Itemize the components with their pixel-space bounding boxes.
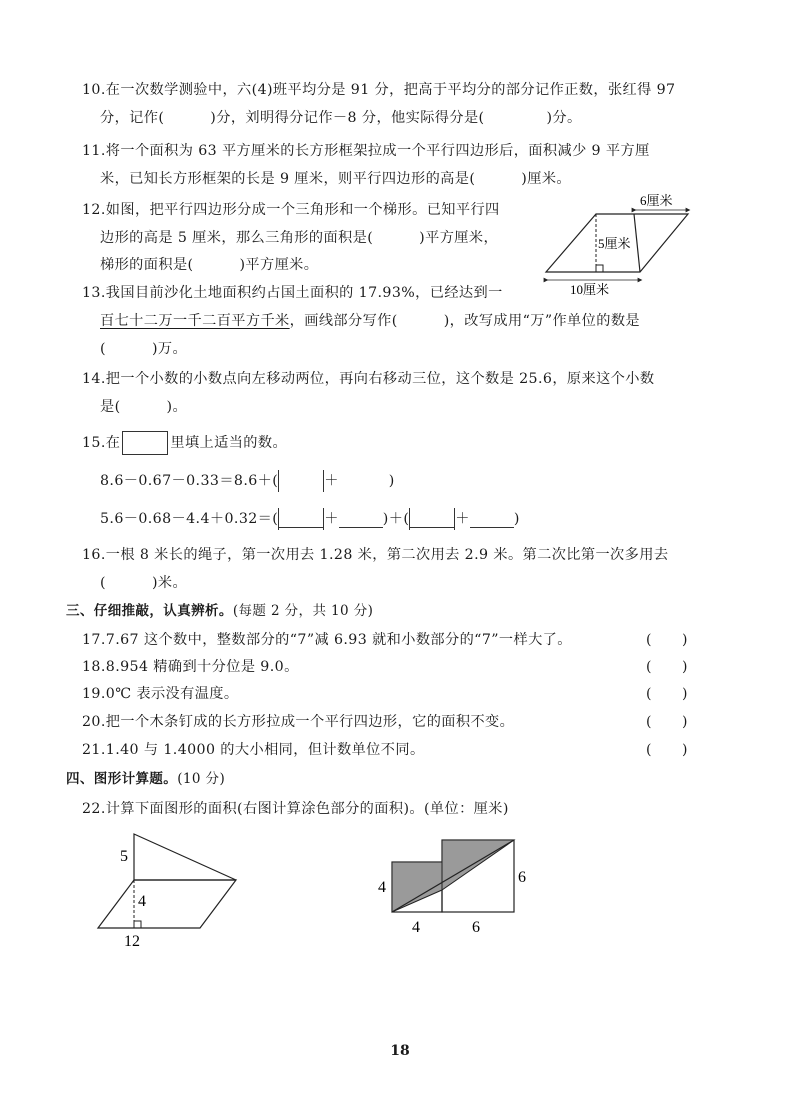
eq2-left: 5.6－0.68－4.4＋0.32＝( [100,511,279,527]
paren-open: ( [646,714,652,730]
q16-text-b: )米。 [151,575,188,591]
eq2-end: ) [513,511,520,527]
q12-line3 [100,255,318,275]
q14-text-a: 是( [100,399,121,415]
q12-text-b: )平方厘米， [419,230,499,246]
q10-text-c: )分。 [546,110,582,126]
answer-blank[interactable] [339,511,383,528]
q12-line2 [100,228,498,248]
label-4-left: 4 [378,879,386,896]
section-4-heading [66,769,225,789]
q14-line1: 14.把一个小数的小数点向左移动两位，再向右移动三位，这个数是 25.6，原来这个小数 [82,371,655,387]
page-number: 18 [390,1043,410,1059]
q22-text: 22.计算下面图形的面积(右图计算涂色部分的面积)。(单位：厘米) [82,801,509,817]
q13-text-b: )，改写成用“万”作单位的数是 [443,313,640,329]
label-6-right: 6 [518,869,526,886]
divider-line [634,214,640,272]
q11-line1: 11.将一个面积为 63 平方厘米的长方形框架拉成一个平行四边形后，面积减少 9 平方厘 [82,143,650,159]
q11-line2 [100,169,571,189]
eq1-plus: ＋ [324,473,339,489]
section-4-title: 四、图形计算题。 [66,771,178,787]
paren-close: ) [682,714,688,730]
q13-line3 [100,339,187,359]
q10-text-b: )分，刘明得分记作－8 分，他实际得分是( [210,110,485,126]
paren-open: ( [646,632,652,648]
q16-text-a: ( [100,575,106,591]
base-length-label: 10厘米 [570,282,610,297]
eq2-plus-2: ＋ [455,511,470,527]
paren-open: ( [646,742,652,758]
judge-box-18[interactable] [646,657,718,677]
label-12: 12 [124,933,140,950]
q15-equation-1 [100,470,395,492]
paren-close: ) [682,632,688,648]
section-4-note: (10 分) [177,771,226,787]
paren-open: ( [646,686,652,702]
q12-text-d: )平方厘米。 [239,257,319,273]
judge-item-21: 21.1.40 与 1.4000 的大小相同，但计数单位不同。 [82,742,425,758]
paren-close: ) [682,742,688,758]
label-6-bottom: 6 [472,919,480,936]
answer-blank[interactable] [410,511,454,528]
q13-text-c: ( [100,341,106,357]
sample-box [122,431,168,455]
section-3-note: (每题 2 分，共 10 分) [232,603,374,619]
answer-blank[interactable] [279,473,323,489]
q13-underlined-number: 百七十二万一千二百平方千米 [100,313,290,329]
shaded-region-right [442,840,514,890]
triangle-shape [134,834,236,880]
right-angle-mark [596,265,603,272]
shaded-squares-figure [376,834,536,944]
section-3-title: 三、仔细推敲，认真辨析。 [66,603,233,619]
judge-item-20: 20.把一个木条钉成的长方形拉成一个平行四边形，它的面积不变。 [82,714,515,730]
paren-close: ) [682,686,688,702]
q11-text-b: )厘米。 [521,171,571,187]
q14-line2 [100,397,187,417]
answer-blank[interactable] [470,511,514,528]
q15-prefix: 15.在 [82,435,121,451]
label-4-bottom: 4 [412,919,420,936]
triangle-parallelogram-figure [92,828,252,953]
eq2-mid: )＋( [382,511,410,527]
paren-open: ( [646,659,652,675]
q10-line1: 10.在一次数学测验中，六(4)班平均分是 91 分，把高于平均分的部分记作正数，张红得 97 [82,82,676,98]
answer-blank[interactable] [279,511,323,528]
q15-instruction [82,431,287,455]
q13-line2 [100,311,640,331]
q13-line1: 13.我国目前沙化土地面积约占国土面积的 17.93%，已经达到一 [82,285,503,301]
judge-box-20[interactable] [646,712,718,732]
q16-line1: 16.一根 8 米长的绳子，第一次用去 1.28 米，第二次用去 2.9 米。第二次比第一次多用去 [82,547,669,563]
height-label: 5厘米 [598,236,631,251]
eq1-end: ) [388,473,395,489]
judge-box-17[interactable] [646,630,718,650]
label-4: 4 [138,893,146,910]
q13-text-d: )万。 [151,341,188,357]
q12-line1: 12.如图，把平行四边形分成一个三角形和一个梯形。已知平行四 [82,202,500,218]
judge-box-19[interactable] [646,684,718,704]
q12-text-c: 梯形的面积是( [100,257,194,273]
q15-suffix: 里填上适当的数。 [170,435,288,451]
top-length-label: 6厘米 [640,193,673,208]
judge-item-18: 18.8.954 精确到十分位是 9.0。 [82,659,299,675]
eq2-plus-1: ＋ [324,511,339,527]
q12-text-a: 边形的高是 5 厘米，那么三角形的面积是( [100,230,374,246]
section-3-heading [66,601,373,621]
q14-text-b: )。 [166,399,188,415]
eq1-left: 8.6－0.67－0.33＝8.6＋( [100,473,279,489]
q10-text-a: 分，记作( [100,110,165,126]
q11-text-a: 米，已知长方形框架的长是 9 厘米，则平行四边形的高是( [100,171,476,187]
answer-blank[interactable] [339,473,389,489]
judge-item-19: 19.0℃ 表示没有温度。 [82,686,239,702]
q13-text-a: ，画线部分写作( [289,313,398,329]
parallelogram-figure [540,190,700,298]
q16-line2 [100,573,187,593]
label-5: 5 [120,848,128,865]
judge-box-21[interactable] [646,740,718,760]
parallelogram-shape [98,880,236,928]
paren-close: ) [682,659,688,675]
q10-line2 [100,108,582,128]
q15-equation-2 [100,508,520,530]
right-angle-mark [134,921,141,928]
judge-item-17: 17.7.67 这个数中，整数部分的“7”减 6.93 就和小数部分的“7”一样大了。 [82,632,572,648]
